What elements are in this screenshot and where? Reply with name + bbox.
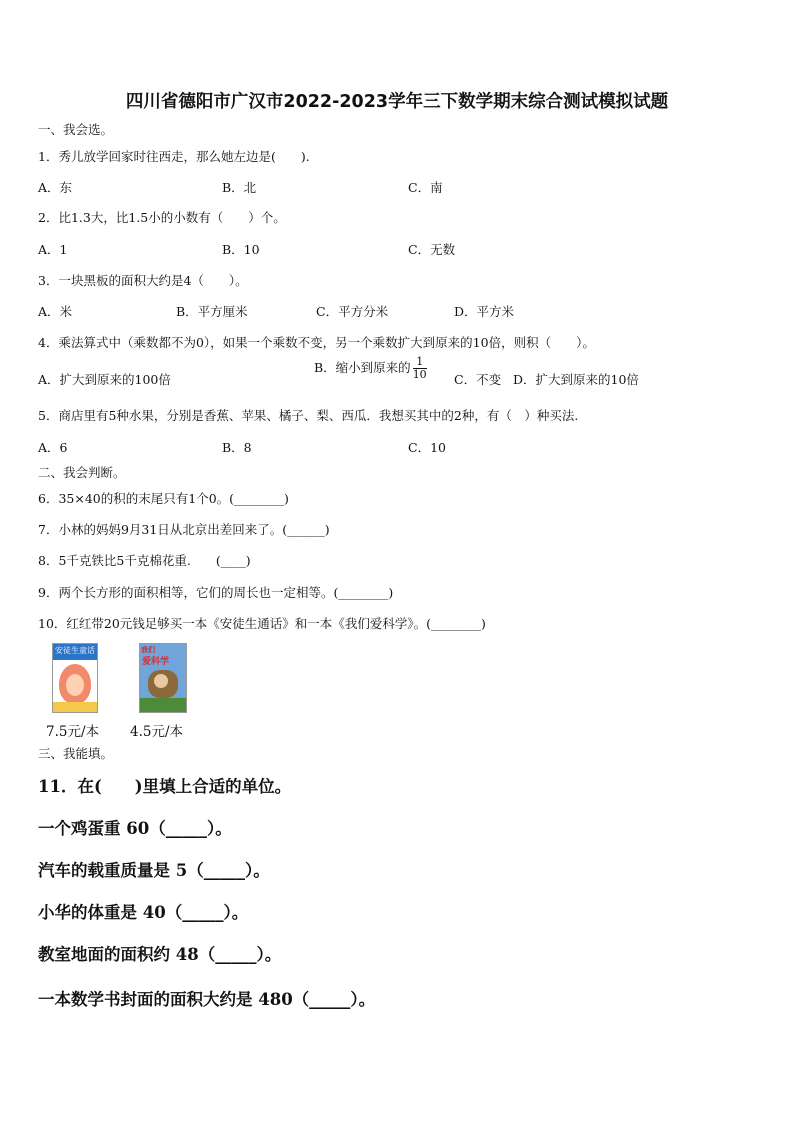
q4-option-a[interactable]: A．扩大到原来的100倍 — [38, 372, 171, 387]
book-cover-science-small-title: 我们 — [141, 646, 155, 654]
q3-option-c[interactable]: C．平方分米 — [316, 304, 389, 319]
question-6: 6．35×40的积的末尾只有1个0。(________) — [38, 491, 289, 506]
q1-option-a[interactable]: A．东 — [38, 180, 73, 195]
q2-option-c[interactable]: C．无数 — [408, 242, 456, 257]
q1-option-b[interactable]: B．北 — [222, 180, 257, 195]
q2-option-a[interactable]: A．1 — [38, 242, 68, 257]
q5-option-a[interactable]: A．6 — [38, 440, 68, 455]
q4-option-b[interactable] — [314, 356, 429, 381]
fill-item-classroom: 教室地面的面积约 48（_____）。 — [38, 945, 282, 964]
q3-option-b[interactable]: B．平方厘米 — [176, 304, 248, 319]
q4-option-c[interactable]: C．不变 — [454, 372, 502, 387]
fraction-one-tenth: $\frac{1}{10}$ — [412, 355, 427, 381]
fill-item-weight: 小华的体重是 40（_____）。 — [38, 903, 249, 922]
fill-item-truck: 汽车的载重质量是 5（_____）。 — [38, 861, 270, 880]
book-cover-andersen — [52, 643, 98, 713]
question-2: 2．比1.3大，比1.5小的小数有（ ）个。 — [38, 210, 286, 225]
book-cover-science — [139, 643, 187, 713]
question-4: 4．乘法算式中（乘数都不为0），如果一个乘数不变，另一个乘数扩大到原来的10倍，则积（ ）。 — [38, 335, 595, 350]
q3-option-d[interactable]: D．平方米 — [454, 304, 515, 319]
question-7: 7．小林的妈妈9月31日从北京出差回来了。(______) — [38, 522, 330, 537]
q4-option-b-label: B．缩小到原来的 — [314, 360, 411, 375]
q4-option-d[interactable]: D．扩大到原来的10倍 — [513, 372, 639, 387]
question-5: 5．商店里有5种水果，分别是香蕉、苹果、橘子、梨、西瓜．我想买其中的2种，有（ ）种买法. — [38, 408, 579, 423]
question-3: 3．一块黑板的面积大约是4（ ）。 — [38, 273, 248, 288]
question-8: 8．5千克铁比5千克棉花重. (____) — [38, 553, 251, 568]
q1-option-c[interactable]: C．南 — [408, 180, 443, 195]
q5-option-c[interactable]: C．10 — [408, 440, 446, 455]
book-cover-science-title: 爱科学 — [142, 657, 170, 667]
book-cover-andersen-title: 安徒生童话 — [55, 646, 95, 655]
question-9: 9．两个长方形的面积相等，它们的周长也一定相等。(________) — [38, 585, 394, 600]
fill-item-egg: 一个鸡蛋重 60（_____）。 — [38, 819, 232, 838]
book-price-science: 4.5元/本 — [130, 724, 184, 740]
question-11: 11．在( )里填上合适的单位。 — [38, 777, 292, 796]
book-price-andersen: 7.5元/本 — [46, 724, 100, 740]
page-title: 四川省德阳市广汉市2022-2023学年三下数学期末综合测试模拟试题 — [125, 92, 669, 112]
q3-option-a[interactable]: A．米 — [38, 304, 73, 319]
question-1: 1．秀儿放学回家时往西走，那么她左边是( ). — [38, 149, 310, 164]
question-10: 10．红红带20元钱足够买一本《安徒生通话》和一本《我们爱科学》。(________) — [38, 616, 486, 631]
q5-option-b[interactable]: B．8 — [222, 440, 252, 455]
section-heading-choice: 一、我会选。 — [38, 122, 114, 137]
fill-item-book-cover: 一本数学书封面的面积大约是 480（_____）。 — [38, 990, 376, 1009]
section-heading-fill: 三、我能填。 — [38, 746, 114, 761]
section-heading-judge: 二、我会判断。 — [38, 465, 126, 480]
q2-option-b[interactable]: B．10 — [222, 242, 260, 257]
